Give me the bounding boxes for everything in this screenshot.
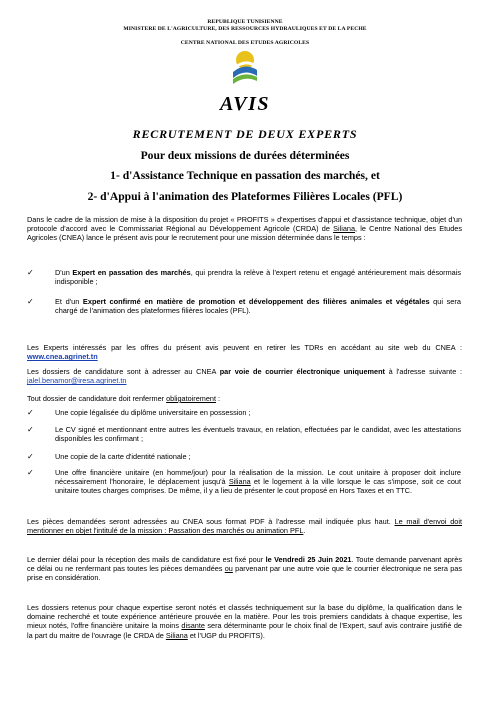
header-republic: REPUBLIQUE TUNISIENNE [207, 19, 283, 25]
deadline-paragraph: Le dernier délai pour la réception des mails de candidature est fixé pour le Vendredi 25 Juin 2021. Toute demande parvenant après ce délai ou ne renfermant pas toutes les pièces demandées ou parvenant par une autre voie que le courrier électronique ne sera pas prise en considération. [27, 555, 462, 583]
header-cnea: CENTRE NATIONAL DES ETUDES AGRICOLES [180, 40, 310, 46]
document-page: REPUBLIQUE TUNISIENNE MINISTERE DE L'AGRICULTURE, DES RESSOURCES HYDRAULIQUES ET DE LA PECHE CENTRE NATIONAL DES ETUDES AGRICOLES AVIS RECRUTEMENT DE DEUX EXPERTS Pour deux missions de durées déterminées 1- d'Assistance Technique en passation des marchés, et 2- d'Appui à l'animation des Plateformes Filières Locales (PFL) Dans le cadre de la mission de mise à la disposition du projet « PROFITS » d'expertises d'appui et d'assistance technique, objet d'un protocole d'accord avec le Commissariat Régional au Développement Agricole (CRDA) de Siliana, le Centre National des Etudes Agricoles (CNEA) lance le présent avis pour le recrutement pour une mission déterminée dans le temps : ✓ D'un Expert en passation des marchés, qui prendra la relève à l'expert retenu et engagé antérieurement mais désormais indisponible ; ✓ Et d'un Expert confirmé en matière de promotion et développement des filières animales et végétales qui sera chargé de l'animation des plateformes filières locales (PFL). Les Experts intéressés par les offres du présent avis peuvent en retirer les TDRs en accédant au site web du CNEA : www.cnea.agrinet.tn Les dossiers de candidature sont à adresser au CNEA par voie de courrier électronique uniquement à l'adresse suivante : jalel.benamor@iresa.agrinet.tn Tout dossier de candidature doit renfermer obligatoirement : ✓ Une copie légalisée du diplôme universitaire en possession ; ✓ Le CV signé et mentionnant entre autres les éventuels travaux, en relation, effectuées par le candidat, avec les attestations disponibles les confirmant ; ✓ Une copie de la carte d'identité nationale ; ✓ Une offre financière unitaire (en homme/jour) pour la réalisation de la mission. Le cout unitaire à proposer doit inclure nécessairement l'honoraire, le déplacement jusqu'à Siliana et le logement à la ville lorsque le cas s'impose, soit ce cout unitaire toutes charges comprises. De même, il y a lieu de présenter le cout proposé en Hors Taxes et en TTC. Les pièces demandées seront adressées au CNEA sous format PDF à l'adresse mail indiquée plus haut. Le mail d'envoi doit mentionner en objet l'intitulé de la mission : Passation des marchés ou animation PFL. Le dernier délai pour la réception des mails de candidature est fixé pour le Vendredi 25 Juin 2021. Toute demande parvenant après ce délai ou ne renfermant pas toutes les pièces demandées ou parvenant par une autre voie que le courrier électronique ne sera pas prise en considération. Les dossiers retenus pour chaque expertise seront notés et classés techniquement sur la base du diplôme, la qualification dans le domaine recherché et toute expérience antérieure prouvée en la matière. Pour les trois premiers candidats à chaque expertise, les mieux notés, l'offre financière unitaire la moins disante sera déterminante pour le choix final de l'Expert, sauf avis contraire justifié de la part du maitre de l'ouvrage (le CRDA de Siliana et l'UGP du PROFITS). [0, 0, 490, 701]
checkmark-icon: ✓ [27, 297, 34, 306]
checkmark-icon: ✓ [27, 468, 34, 477]
page-title: AVIS [219, 93, 271, 115]
email-link[interactable]: jalel.benamor@iresa.agrinet.tn [27, 376, 127, 386]
selection-paragraph: Les dossiers retenus pour chaque expertise seront notés et classés techniquement sur la base du diplôme, la qualification dans le domaine recherché et toute expérience antérieure prouvée en la matière. Pour les trois premiers candidats à chaque expertise, les mieux notés, l'offre financière unitaire la moins disante sera déterminante pour le choix final de l'Expert, sauf avis contraire justifié de la part du maitre de l'ouvrage (le CRDA de Siliana et l'UGP du PROFITS). [27, 603, 462, 640]
mission-1: 1- d'Assistance Technique en passation des marchés, et [110, 169, 380, 182]
cnea-website-link[interactable]: www.cnea.agrinet.tn [27, 352, 98, 362]
requirements-intro: Tout dossier de candidature doit renfermer obligatoirement : [27, 394, 221, 403]
checkmark-icon: ✓ [27, 452, 34, 461]
intro-paragraph: Dans le cadre de la mission de mise à la disposition du projet « PROFITS » d'expertises d'appui et d'assistance technique, objet d'un protocole d'accord avec le Commissariat Régional au Développement Agricole (CRDA) de Siliana, le Centre National des Etudes Agricoles (CNEA) lance le présent avis pour le recrutement pour une mission déterminée dans le temps : [27, 215, 462, 243]
mission-2: 2- d'Appui à l'animation des Plateformes Filières Locales (PFL) [87, 190, 403, 203]
missions-intro: Pour deux missions de durées déterminées [140, 149, 350, 162]
checkmark-icon: ✓ [27, 425, 34, 434]
cnea-logo-icon [230, 48, 260, 88]
recruitment-heading: RECRUTEMENT DE DEUX EXPERTS [132, 127, 358, 141]
checkmark-icon: ✓ [27, 408, 34, 417]
checkmark-icon: ✓ [27, 268, 34, 277]
tdr-paragraph: Les Experts intéressés par les offres du présent avis peuvent en retirer les TDRs en accédant au site web du CNEA : www.cnea.agrinet.tn [27, 343, 462, 362]
header-ministry: MINISTERE DE L'AGRICULTURE, DES RESSOURCES HYDRAULIQUES ET DE LA PECHE [123, 26, 367, 32]
documents-paragraph: Les pièces demandées seront adressées au CNEA sous format PDF à l'adresse mail indiquée plus haut. Le mail d'envoi doit mentionner en objet l'intitulé de la mission : Passation des marchés ou animation PFL. [27, 517, 462, 536]
submission-paragraph: Les dossiers de candidature sont à adresser au CNEA par voie de courrier électronique uniquement à l'adresse suivante : jalel.benamor@iresa.agrinet.tn [27, 367, 462, 386]
